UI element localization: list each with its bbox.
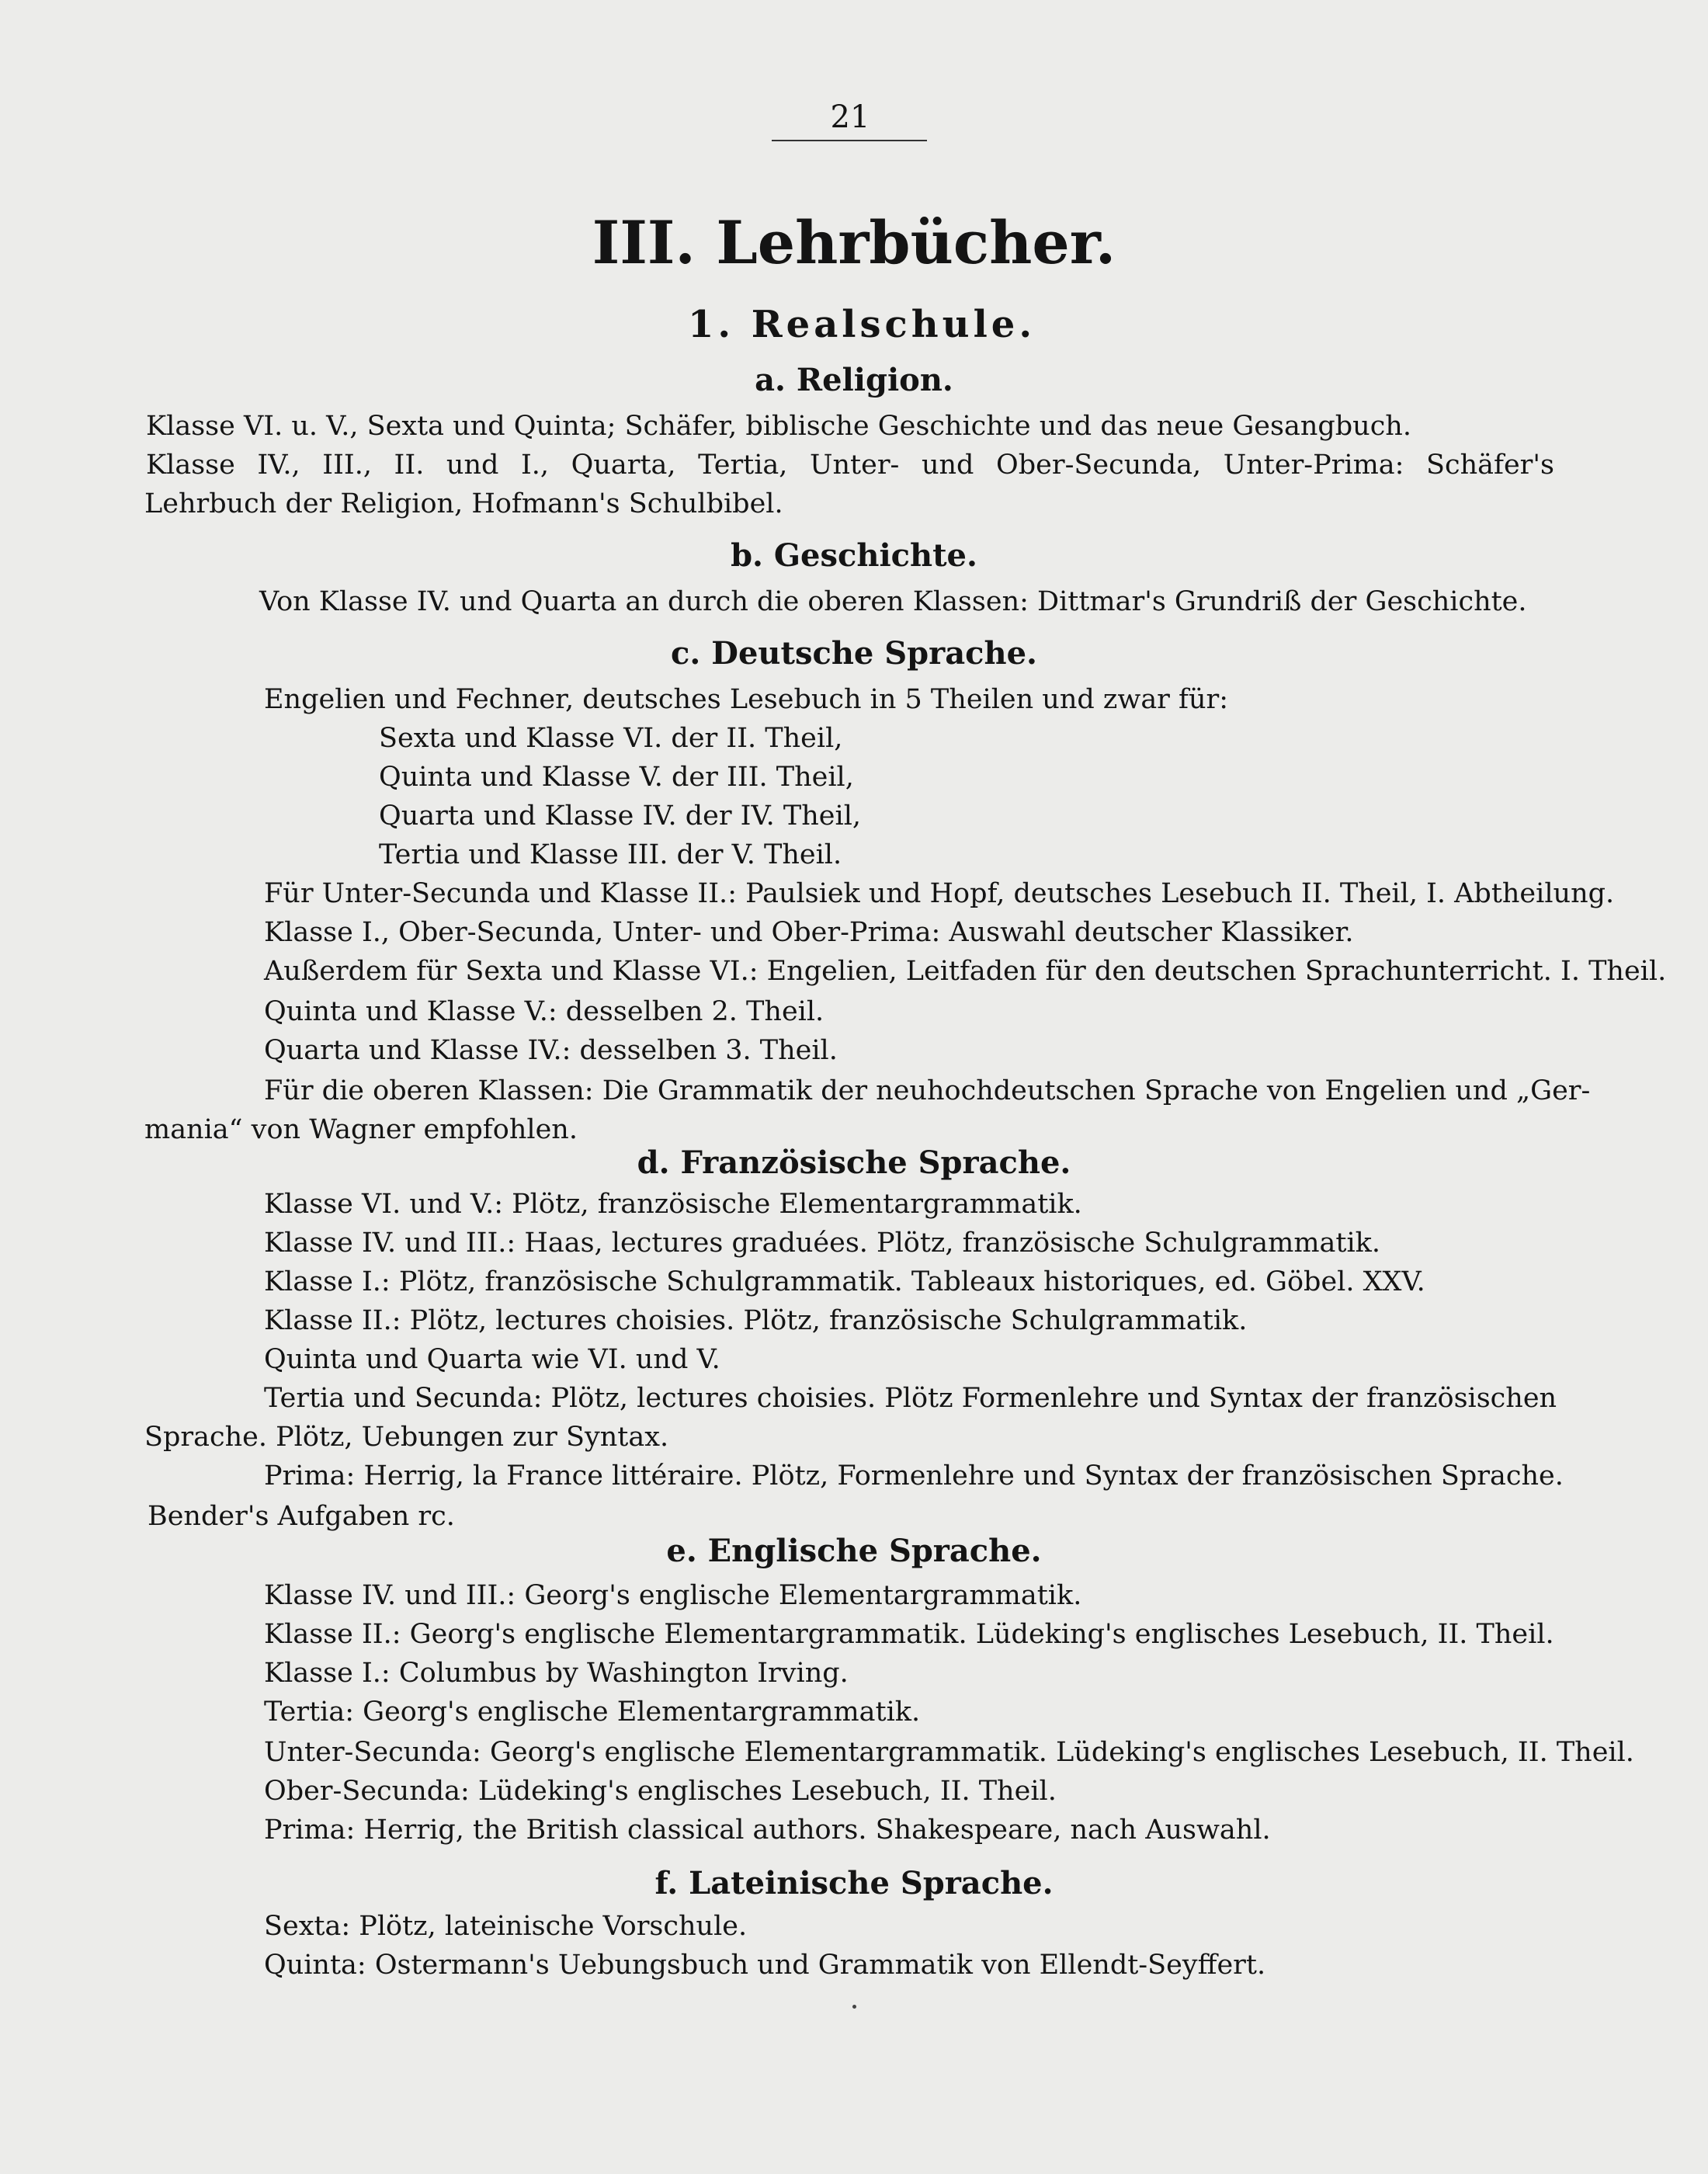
text-line: Klasse I., Ober-Secunda, Unter- und Ober-Prima: Auswahl deutscher Klassiker. (264, 917, 1354, 948)
section-heading-geschichte: b. Geschichte. (731, 537, 977, 574)
text-line: Klasse II.: Georg's englische Elementargrammatik. Lüdeking's englisches Lesebuch, II. Theil. (264, 1619, 1554, 1650)
text-line: Sexta und Klasse VI. der II. Theil, (379, 723, 843, 754)
text-line: Tertia und Klasse III. der V. Theil. (379, 839, 842, 870)
text-line: Sprache. Plötz, Uebungen zur Syntax. (144, 1422, 669, 1453)
ink-speck (852, 2005, 856, 2009)
text-line: Klasse I.: Columbus by Washington Irving. (264, 1658, 849, 1689)
text-line: Klasse VI. u. V., Sexta und Quinta; Schäfer, biblische Geschichte und das neue Gesangbuch. (146, 411, 1411, 442)
text-line: Für die oberen Klassen: Die Grammatik der neuhochdeutschen Sprache von Engelien und „Ger- (264, 1075, 1591, 1106)
text-line: Tertia: Georg's englische Elementargrammatik. (264, 1696, 921, 1728)
page-number-rule (772, 140, 927, 141)
text-line: Klasse I.: Plötz, französische Schulgrammatik. Tableaux historiques, ed. Göbel. XXV. (264, 1266, 1425, 1297)
text-line: Klasse IV. und III.: Georg's englische Elementargrammatik. (264, 1580, 1082, 1611)
text-line: Quarta und Klasse IV. der IV. Theil, (379, 800, 862, 832)
page-title: III. Lehrbücher. (592, 208, 1116, 277)
page-number: 21 (830, 99, 870, 135)
section-heading-deutsch: c. Deutsche Sprache. (671, 635, 1037, 672)
text-line: Quarta und Klasse IV.: desselben 3. Theil. (264, 1035, 838, 1066)
section-heading-religion: a. Religion. (755, 362, 953, 398)
section-heading-latein: f. Lateinische Sprache. (654, 1865, 1054, 1901)
text-line: Quinta: Ostermann's Uebungsbuch und Grammatik von Ellendt-Seyffert. (264, 1950, 1266, 1981)
text-line: Außerdem für Sexta und Klasse VI.: Engelien, Leitfaden für den deutschen Sprachunterricht. I. Theil. (264, 956, 1667, 987)
text-line: Von Klasse IV. und Quarta an durch die oberen Klassen: Dittmar's Grundriß der Geschichte. (259, 586, 1527, 617)
text-line: Bender's Aufgaben rc. (148, 1501, 455, 1532)
text-line: Klasse II.: Plötz, lectures choisies. Plötz, französische Schulgrammatik. (264, 1305, 1248, 1336)
text-line: Ober-Secunda: Lüdeking's englisches Lesebuch, II. Theil. (264, 1776, 1057, 1807)
text-line: mania“ von Wagner empfohlen. (144, 1114, 578, 1145)
text-line: Quinta und Quarta wie VI. und V. (264, 1344, 720, 1375)
text-line: Lehrbuch der Religion, Hofmann's Schulbibel. (144, 488, 783, 519)
section-heading-englisch: e. Englische Sprache. (666, 1533, 1042, 1569)
section-heading-franzoesisch: d. Französische Sprache. (637, 1144, 1071, 1181)
text-line: Quinta und Klasse V. der III. Theil, (379, 762, 854, 793)
text-line: Engelien und Fechner, deutsches Lesebuch in 5 Theilen und zwar für: (264, 684, 1229, 715)
text-line: Klasse IV., III., II. und I., Quarta, Tertia, Unter- und Ober-Secunda, Unter-Prima: Schäfer's (146, 450, 1554, 481)
text-line: Klasse IV. und III.: Haas, lectures graduées. Plötz, französische Schulgrammatik. (264, 1228, 1381, 1259)
text-line: Unter-Secunda: Georg's englische Elementargrammatik. Lüdeking's englisches Lesebuch, II. Theil. (264, 1737, 1634, 1768)
school-heading: 1. Realschule. (687, 303, 1036, 346)
text-line: Quinta und Klasse V.: desselben 2. Theil. (264, 996, 824, 1027)
text-line: Für Unter-Secunda und Klasse II.: Paulsiek und Hopf, deutsches Lesebuch II. Theil, I. Abtheilung. (264, 878, 1615, 909)
text-line: Tertia und Secunda: Plötz, lectures choisies. Plötz Formenlehre und Syntax der französischen (264, 1383, 1557, 1414)
text-line: Prima: Herrig, the British classical authors. Shakespeare, nach Auswahl. (264, 1815, 1271, 1846)
text-line: Prima: Herrig, la France littéraire. Plötz, Formenlehre und Syntax der französischen Sprache. (264, 1460, 1564, 1492)
text-line: Sexta: Plötz, lateinische Vorschule. (264, 1911, 748, 1942)
text-line: Klasse VI. und V.: Plötz, französische Elementargrammatik. (264, 1189, 1082, 1220)
